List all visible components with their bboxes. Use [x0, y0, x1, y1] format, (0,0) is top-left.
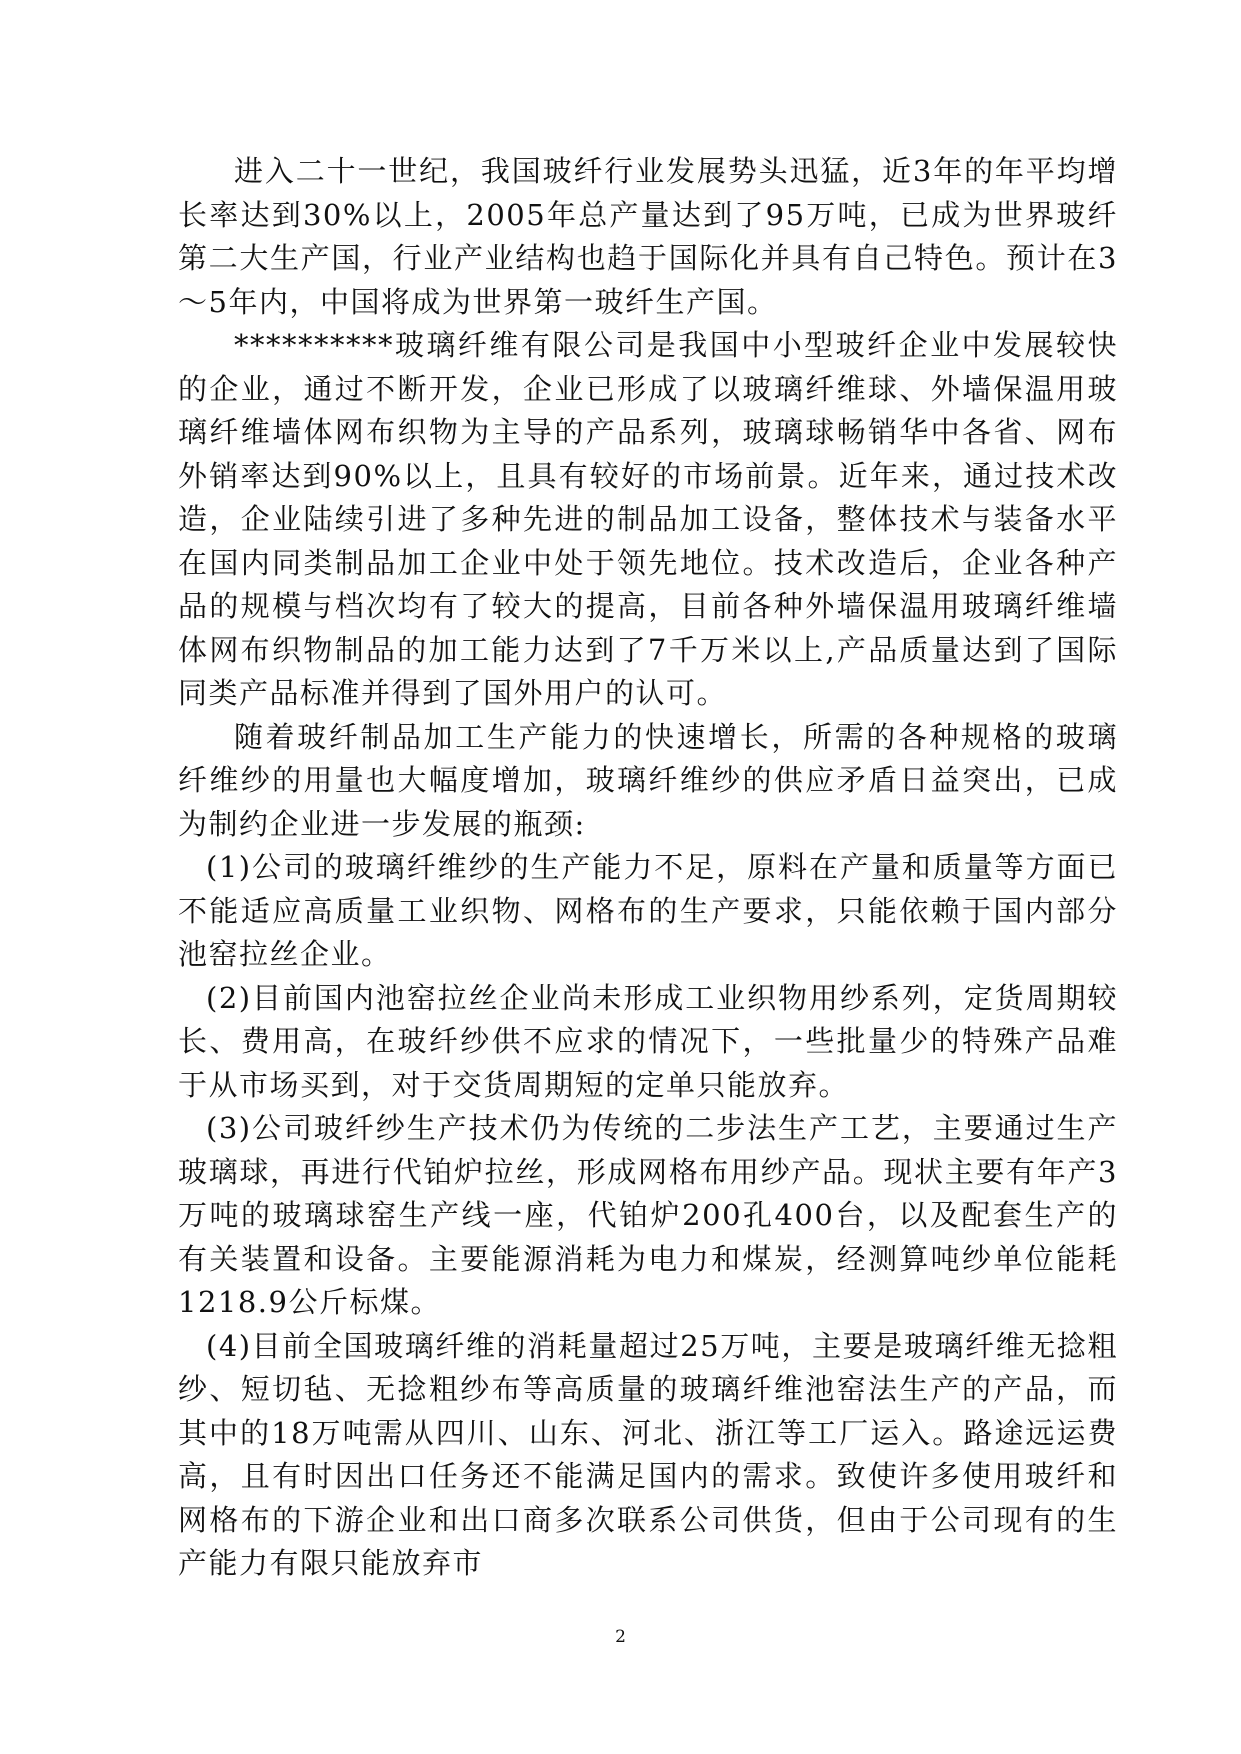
paragraph-industry-overview: 进入二十一世纪，我国玻纤行业发展势头迅猛，近3年的年平均增长率达到30%以上，2005年总产量达到了95万吨，已成为世界玻纤第二大生产国，行业产业结构也趋于国际化并具有自己特色。预计在3～5年内，中国将成为世界第一玻纤生产国。: [178, 154, 1118, 319]
list-item-4: (4)目前全国玻璃纤维的消耗量超过25万吨，主要是玻璃纤维无捻粗纱、短切毡、无捻粗纱布等高质量的玻璃纤维池窑法生产的产品，而其中的18万吨需从四川、山东、河北、浙江等工厂运入。路途远运费高，且有时因出口任务还不能满足国内的需求。致使许多使用玻纤和网格布的下游企业和出口商多次联系公司供货，但由于公司现有的生产能力有限只能放弃市: [178, 1328, 1118, 1580]
list-item-3: (3)公司玻纤纱生产技术仍为传统的二步法生产工艺，主要通过生产玻璃球，再进行代铂炉拉丝，形成网格布用纱产品。现状主要有年产3万吨的玻璃球窑生产线一座，代铂炉200孔400台，以及配套生产的有关装置和设备。主要能源消耗为电力和煤炭，经测算吨纱单位能耗1218.9公斤标煤。: [178, 1111, 1118, 1319]
body-text: [178, 150, 1118, 1586]
list-item-2: (2)目前国内池窑拉丝企业尚未形成工业织物用纱系列，定货周期较长、费用高，在玻纤纱供不应求的情况下，一些批量少的特殊产品难于从市场买到，对于交货周期短的定单只能放弃。: [178, 980, 1118, 1102]
list-item-1: (1)公司的玻璃纤维纱的生产能力不足，原料在产量和质量等方面已不能适应高质量工业织物、网格布的生产要求，只能依赖于国内部分池窑拉丝企业。: [178, 850, 1118, 971]
paragraph-company-profile: **********玻璃纤维有限公司是我国中小型玻纤企业中发展较快的企业，通过不断开发，企业已形成了以玻璃纤维球、外墙保温用玻璃纤维墙体网布织物为主导的产品系列，玻璃球畅销华中各省、网布外销率达到90%以上，且具有较好的市场前景。近年来，通过技术改造，企业陆续引进了多种先进的制品加工设备，整体技术与装备水平在国内同类制品加工企业中处于领先地位。技术改造后，企业各种产品的规模与档次均有了较大的提高，目前各种外墙保温用玻璃纤维墙体网布织物制品的加工能力达到了7千万米以上,产品质量达到了国际同类产品标准并得到了国外用户的认可。: [178, 328, 1118, 710]
paragraph-supply-bottleneck: 随着玻纤制品加工生产能力的快速增长，所需的各种规格的玻璃纤维纱的用量也大幅度增加，玻璃纤维纱的供应矛盾日益突出，已成为制约企业进一步发展的瓶颈:: [178, 719, 1118, 841]
page-number: 2: [615, 1627, 626, 1647]
